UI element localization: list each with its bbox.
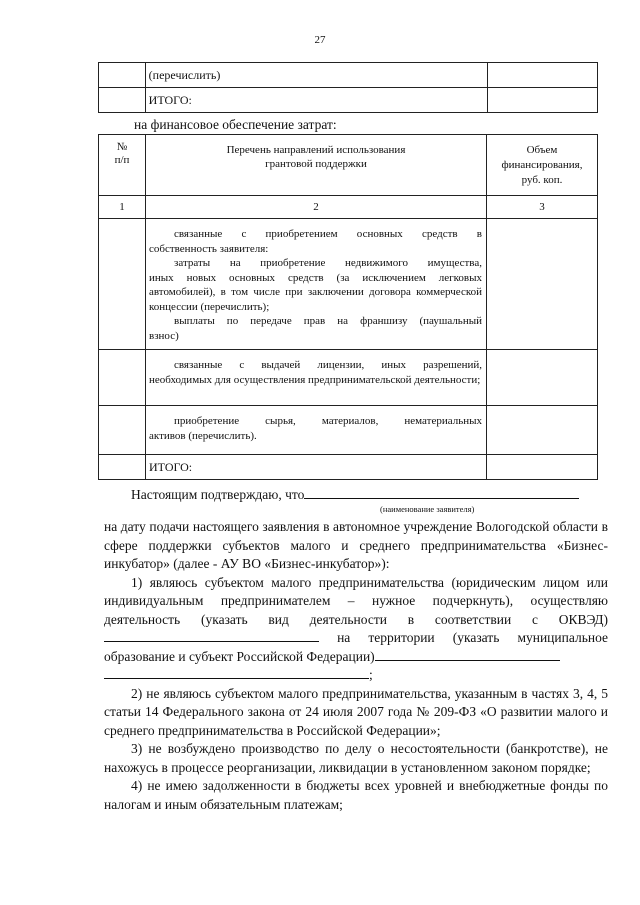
- table-row: [99, 88, 598, 113]
- declaration-text: на дату подачи настоящего заявления в автономное учреждение Вологодской области в сфере поддержки субъектов малого и среднего предпринимательства «Бизнес-инкубатор» (далее - АУ ВО «Бизнес-инкубатор»): 1) являюсь субъектом малого предпринимательства (юридическим лицом или индивидуальным предпринимателем – нужное подчеркнуть), осуществляю деятельность (указать вид деятельности в соответствии с ОКВЭД) на территории (указать муниципальное образование и субъект Российской Федерации) ; 2) не являюсь субъектом малого предпринимательства, указанным в частях 3, 4, 5 статьи 14 Федерального закона от 24 июля 2007 года № 209-ФЗ «О развитии малого и среднего предпринимательства в Российской Федерации»; 3) не возбуждено производство по делу о несостоятельности (банкротстве), не нахожусь в процессе реорганизации, ликвидации в установленном законом порядке; 4) не имею задолженности в бюджеты всех уровней и внебюджетные фонды по налогам и иным обязательным платежам;: [104, 518, 608, 814]
- clause-1: 1) являюсь субъектом малого предпринимательства (юридическим лицом или индивидуальным предпринимателем – нужное подчеркнуть), осуществляю деятельность (указать вид деятельности в соответствии с ОКВЭД) на территории (указать муниципальное образование и субъект Российской Федерации) ;: [104, 574, 608, 682]
- table-row: [99, 455, 598, 480]
- table-cell-total: ИТОГО:: [145, 88, 487, 113]
- expenses-table: [98, 134, 598, 480]
- applicant-name-field[interactable]: [304, 486, 579, 499]
- header-number: № п/п: [99, 135, 146, 196]
- expense-item-materials: приобретение сырья, материалов, нематериальных активов (перечислить).: [146, 406, 487, 455]
- applicant-name-caption: (наименование заявителя): [380, 504, 475, 514]
- table-intro: на финансовое обеспечение затрат:: [134, 117, 337, 132]
- table-total: ИТОГО:: [146, 455, 487, 480]
- table-row: [99, 63, 598, 88]
- page-number: 27: [314, 34, 326, 46]
- okved-field[interactable]: [104, 629, 319, 642]
- header-directions: Перечень направлений использования грантовой поддержки: [146, 135, 487, 196]
- territory-field[interactable]: [375, 648, 560, 661]
- confirm-line: Настоящим подтверждаю, что: [131, 486, 579, 503]
- expense-item-license: связанные с выдачей лицензии, иных разрешений, необходимых для осуществления предпринимательской деятельности;: [146, 350, 487, 406]
- clause-3: 3) не возбуждено производство по делу о несостоятельности (банкротстве), не нахожусь в процессе реорганизации, ликвидации в установленном законом порядке;: [104, 741, 608, 775]
- table-header-row: [99, 135, 598, 196]
- clause-2: 2) не являюсь субъектом малого предпринимательства, указанным в частях 3, 4, 5 статьи 14 Федерального закона от 24 июля 2007 года № 209-ФЗ «О развитии малого и среднего предпринимательства в Российской Федерации»;: [104, 685, 608, 738]
- clause-4: 4) не имею задолженности в бюджеты всех уровней и внебюджетные фонды по налогам и иным обязательным платежам;: [104, 778, 608, 812]
- table-row: [99, 406, 598, 455]
- continued-table: [98, 62, 598, 113]
- expense-item-fixed-assets: связанные с приобретением основных средств в собственность заявителя: затраты на приобретение недвижимого имущества, иных новых основных средств (за исключением легковых автомобилей), в том числе при заключении договора коммерческой концессии (перечислить); выплаты по передаче прав на франшизу (паушальный взнос): [146, 219, 487, 350]
- header-amount: Объем финансирования, руб. коп.: [487, 135, 598, 196]
- table-cell-item: (перечислить): [145, 63, 487, 88]
- column-number-row: 1 2 3: [99, 196, 598, 219]
- table-row: [99, 350, 598, 406]
- territory-field-continued[interactable]: [104, 666, 369, 679]
- table-row: [99, 219, 598, 350]
